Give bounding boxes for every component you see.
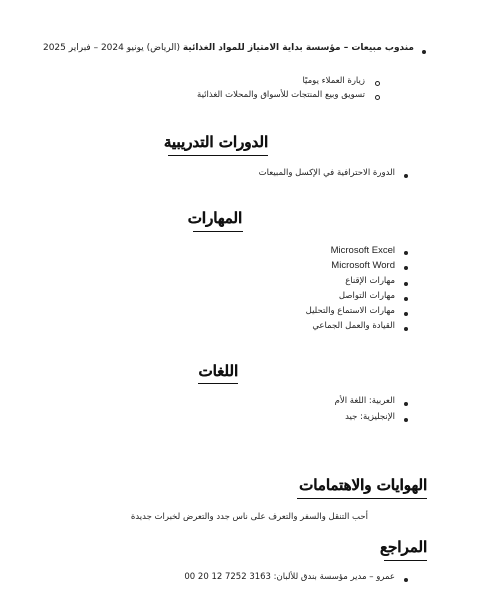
skill-item: مهارات التواصل (338, 291, 395, 301)
list-bullet (404, 402, 408, 406)
task-item: زيارة العملاء يوميًا (302, 76, 365, 86)
skill-item: مهارات الإقناع (345, 276, 395, 286)
skill-item: Microsoft Excel (330, 245, 395, 256)
languages-heading: اللغات (198, 362, 238, 380)
languages-underline (198, 383, 238, 384)
task-bullet (375, 81, 380, 86)
job-title-line (43, 43, 414, 53)
training-heading: الدورات التدريبية (163, 133, 268, 151)
list-bullet (404, 266, 408, 270)
hobbies-heading: الهوايات والاهتمامات (298, 476, 427, 494)
references-underline (384, 560, 427, 561)
job-details: (الرياض) يونيو 2024 – فبراير 2025 (42, 43, 180, 53)
training-item: الدورة الاحترافية في الإكسل والمبيعات (258, 168, 395, 178)
skills-underline (193, 231, 243, 232)
list-bullet (404, 418, 408, 422)
references-heading: المراجع (379, 538, 427, 556)
reference-item: عمرو – مدير مؤسسة بندق للألبان: 3163 7252 12 20 00 (184, 572, 395, 582)
list-bullet (404, 297, 408, 301)
skill-item: مهارات الاستماع والتحليل (305, 306, 395, 316)
skill-item: Microsoft Word (331, 260, 395, 271)
list-bullet (404, 312, 408, 316)
list-bullet (404, 174, 408, 178)
job-bullet (422, 50, 426, 54)
skills-heading: المهارات (187, 209, 242, 227)
language-item: الإنجليزية: جيد (345, 412, 395, 422)
list-bullet (404, 282, 408, 286)
skill-item: القيادة والعمل الجماعي (312, 321, 395, 331)
task-item: تسويق وبيع المنتجات للأسواق والمحلات الغذائية (197, 90, 365, 100)
hobbies-underline (297, 498, 427, 499)
list-bullet (404, 578, 408, 582)
language-item: العربية: اللغة الأم (334, 396, 395, 406)
task-bullet (375, 95, 380, 100)
job-title: مندوب مبيعات – مؤسسة بداية الامتياز للمواد الغذائية (182, 43, 414, 53)
list-bullet (404, 327, 408, 331)
hobbies-text: أحب التنقل والسفر والتعرف على ناس جدد والتعرض لخبرات جديدة (130, 512, 368, 522)
training-underline (168, 155, 268, 156)
list-bullet (404, 251, 408, 255)
